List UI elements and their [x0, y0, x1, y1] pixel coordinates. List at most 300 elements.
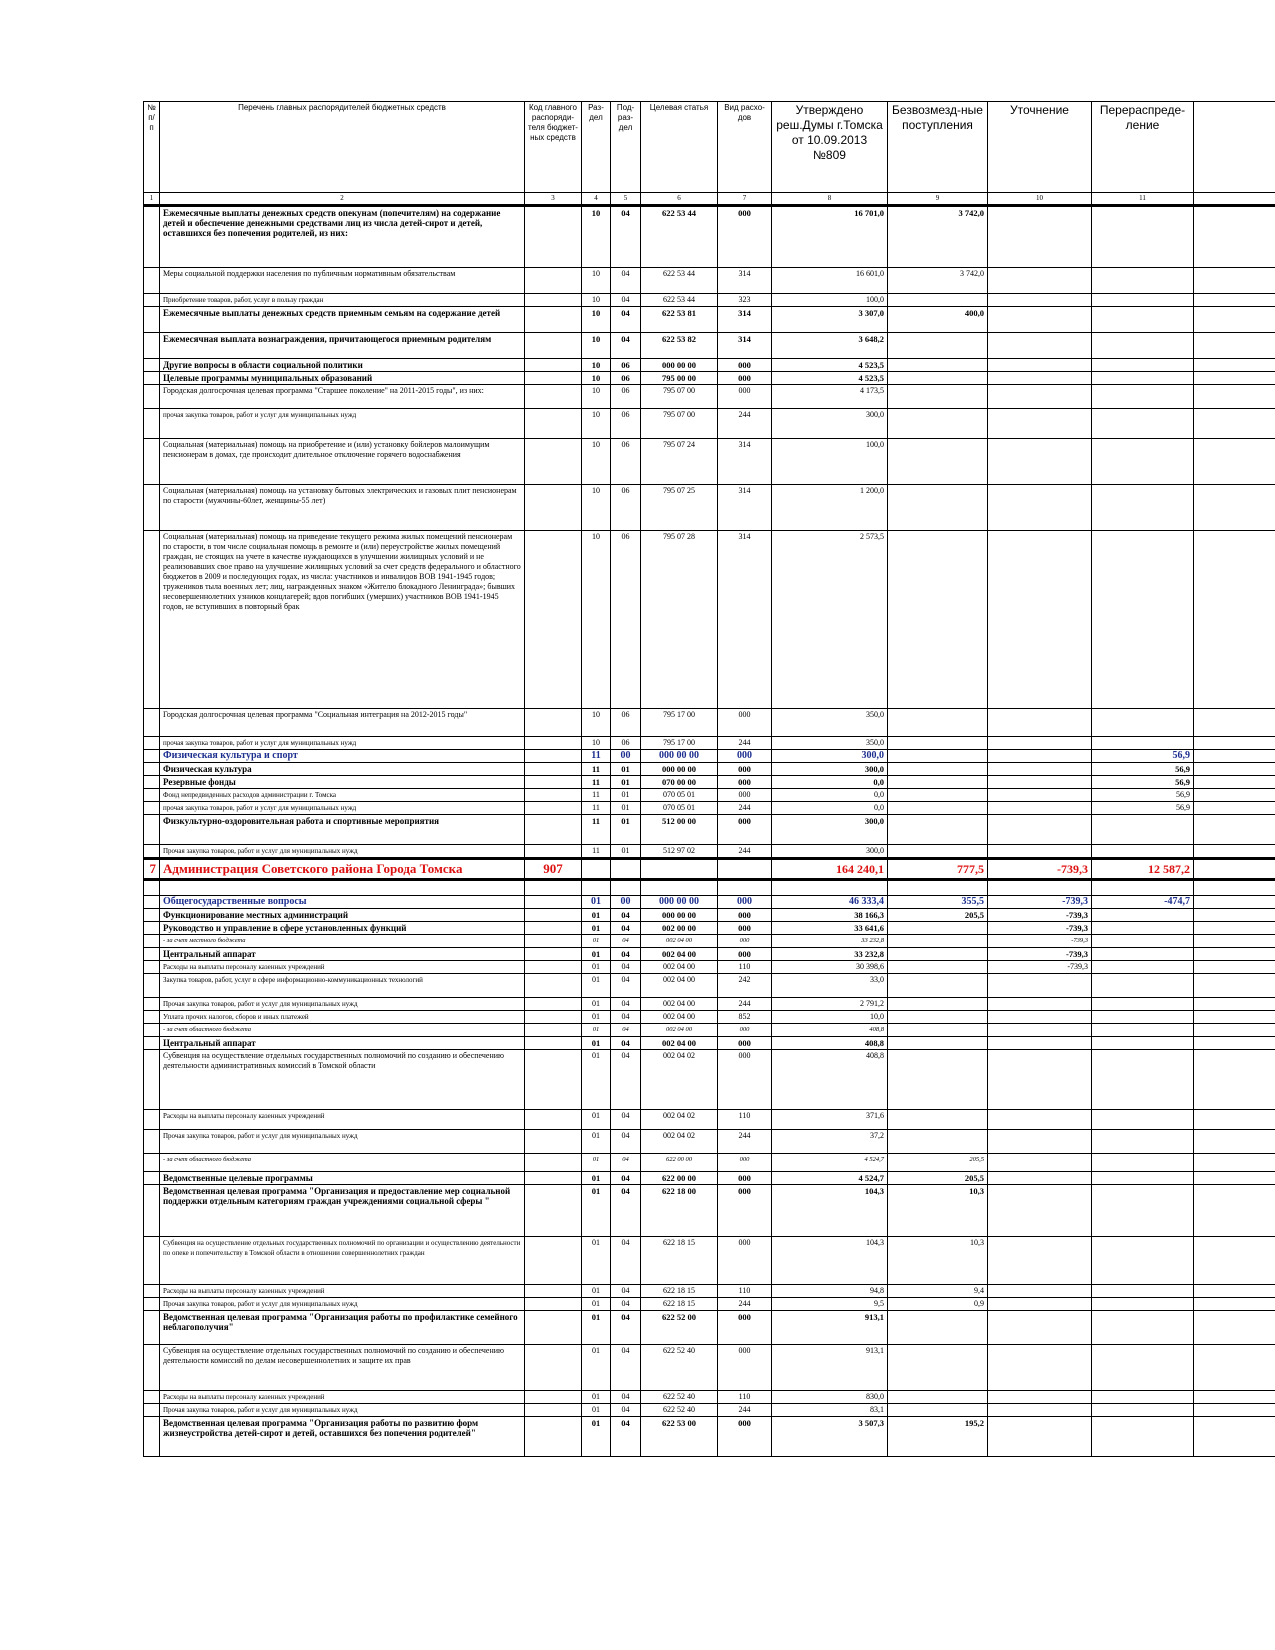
cell-podrazdel: 04 [611, 1237, 641, 1285]
cell-num [144, 268, 160, 294]
cell-num [144, 1050, 160, 1110]
cell-podrazdel: 04 [611, 1185, 641, 1237]
cell-name: Прочая закупка товаров, работ и услуг для муниципальных нужд [160, 1130, 525, 1154]
cell-podrazdel [611, 880, 641, 896]
cell-bezvozm [888, 776, 988, 789]
cell-podrazdel: 04 [611, 974, 641, 998]
cell-extra [1194, 1011, 1275, 1024]
cell-bezvozm [888, 750, 988, 763]
table-row [144, 1185, 1275, 1237]
table-row [144, 1050, 1275, 1110]
cell-utoch [988, 1110, 1092, 1130]
cell-vid: 314 [718, 307, 772, 333]
cell-num: 7 [144, 859, 160, 880]
budget-sheet [143, 101, 1275, 1457]
cell-utv: 9,5 [772, 1298, 888, 1311]
cell-code [525, 815, 582, 845]
cell-num [144, 439, 160, 485]
cell-bezvozm [888, 385, 988, 409]
cell-code [525, 763, 582, 776]
cell-code [525, 1345, 582, 1391]
cell-utoch [988, 1024, 1092, 1037]
cell-razdel: 11 [582, 763, 611, 776]
cell-name: Ведомственная целевая программа "Организация работы по развитию форм жизнеустройства детей-сирот и детей, оставшихся без попечения родителей" [160, 1417, 525, 1457]
cell-bezvozm [888, 815, 988, 845]
cell-utv: 408,8 [772, 1050, 888, 1110]
cell-utoch [988, 531, 1092, 709]
cell-num [144, 1037, 160, 1050]
cell-num [144, 1298, 160, 1311]
cell-utoch [988, 880, 1092, 896]
cell-name: Прочая закупка товаров, работ и услуг для муниципальных нужд [160, 845, 525, 859]
cell-razdel: 01 [582, 909, 611, 922]
table-row [144, 409, 1275, 439]
cell-name: Центральный аппарат [160, 1037, 525, 1050]
cell-num [144, 880, 160, 896]
cell-utv: 33 232,8 [772, 948, 888, 961]
cell-razdel: 11 [582, 776, 611, 789]
cell-utoch [988, 206, 1092, 268]
table-row [144, 948, 1275, 961]
cell-num [144, 1285, 160, 1298]
cell-utv: 408,8 [772, 1024, 888, 1037]
cell-pereraspr [1092, 294, 1194, 307]
cell-name: Общегосударственные вопросы [160, 896, 525, 909]
cell-vid: 000 [718, 1154, 772, 1172]
cell-celevaya: 795 17 00 [641, 709, 718, 737]
cell-extra [1194, 307, 1275, 333]
cell-num [144, 935, 160, 948]
cell-code [525, 935, 582, 948]
cell-code [525, 737, 582, 750]
cell-code [525, 531, 582, 709]
cell-utoch: -739,3 [988, 922, 1092, 935]
cell-podrazdel: 04 [611, 268, 641, 294]
cell-code [525, 1391, 582, 1404]
cell-pereraspr: 56,9 [1092, 802, 1194, 815]
cell-bezvozm: 3 742,0 [888, 206, 988, 268]
cell-name: Администрация Советского района Города Томска [160, 859, 525, 880]
cell-bezvozm [888, 974, 988, 998]
table-row [144, 439, 1275, 485]
cell-celevaya: 795 07 28 [641, 531, 718, 709]
cell-num [144, 789, 160, 802]
cell-vid: 244 [718, 998, 772, 1011]
cell-code [525, 974, 582, 998]
cell-pereraspr [1092, 709, 1194, 737]
table-row [144, 763, 1275, 776]
cell-utv: 104,3 [772, 1185, 888, 1237]
cell-code [525, 307, 582, 333]
cell-razdel: 01 [582, 1024, 611, 1037]
cell-num [144, 294, 160, 307]
cell-bezvozm: 9,4 [888, 1285, 988, 1298]
cell-vid: 000 [718, 815, 772, 845]
cell-vid: 000 [718, 372, 772, 385]
cell-name [160, 880, 525, 896]
cell-code [525, 1404, 582, 1417]
cell-vid: 000 [718, 896, 772, 909]
cell-utv: 10,0 [772, 1011, 888, 1024]
cell-num [144, 896, 160, 909]
colnum-1: 1 [144, 193, 160, 206]
cell-celevaya: 000 00 00 [641, 763, 718, 776]
cell-num [144, 776, 160, 789]
cell-podrazdel: 00 [611, 750, 641, 763]
cell-utv: 830,0 [772, 1391, 888, 1404]
cell-utv: 33,0 [772, 974, 888, 998]
cell-vid: 000 [718, 922, 772, 935]
cell-utv: 4 523,5 [772, 372, 888, 385]
cell-bezvozm: 205,5 [888, 909, 988, 922]
cell-vid: 244 [718, 802, 772, 815]
cell-utoch [988, 409, 1092, 439]
cell-celevaya: 512 00 00 [641, 815, 718, 845]
cell-extra [1194, 1285, 1275, 1298]
cell-extra [1194, 1185, 1275, 1237]
cell-utoch: -739,3 [988, 935, 1092, 948]
cell-utv: 371,6 [772, 1110, 888, 1130]
cell-bezvozm [888, 333, 988, 359]
cell-utv: 33 641,6 [772, 922, 888, 935]
cell-utv: 38 166,3 [772, 909, 888, 922]
cell-utoch: -739,3 [988, 948, 1092, 961]
cell-vid: 000 [718, 1172, 772, 1185]
cell-bezvozm: 205,5 [888, 1172, 988, 1185]
cell-celevaya: 622 52 40 [641, 1404, 718, 1417]
cell-extra [1194, 961, 1275, 974]
table-row [144, 1285, 1275, 1298]
cell-celevaya [641, 880, 718, 896]
cell-extra [1194, 802, 1275, 815]
cell-celevaya: 622 53 82 [641, 333, 718, 359]
cell-razdel: 01 [582, 922, 611, 935]
cell-vid: 000 [718, 1345, 772, 1391]
cell-pereraspr [1092, 385, 1194, 409]
cell-vid [718, 859, 772, 880]
cell-vid: 000 [718, 1311, 772, 1345]
colnum-2: 2 [160, 193, 525, 206]
cell-razdel: 01 [582, 1237, 611, 1285]
cell-bezvozm [888, 1391, 988, 1404]
cell-name: Центральный аппарат [160, 948, 525, 961]
cell-extra [1194, 1130, 1275, 1154]
cell-extra [1194, 1404, 1275, 1417]
cell-num [144, 333, 160, 359]
cell-extra [1194, 531, 1275, 709]
cell-name: Прочая закупка товаров, работ и услуг для муниципальных нужд [160, 1404, 525, 1417]
cell-name: Прочая закупка товаров, работ и услуг для муниципальных нужд [160, 998, 525, 1011]
cell-pereraspr [1092, 737, 1194, 750]
header-row [144, 102, 1275, 193]
cell-razdel [582, 859, 611, 880]
cell-extra [1194, 880, 1275, 896]
cell-num [144, 206, 160, 268]
cell-pereraspr [1092, 880, 1194, 896]
cell-utv: 100,0 [772, 439, 888, 485]
table-row [144, 1237, 1275, 1285]
cell-celevaya: 000 00 00 [641, 896, 718, 909]
cell-name: Ежемесячные выплаты денежных средств опекунам (попечителям) на содержание детей и обеспечение денежными средствами лиц из числа детей-сирот и детей, оставшихся без попечения родителей, из них: [160, 206, 525, 268]
cell-podrazdel: 01 [611, 776, 641, 789]
cell-code [525, 385, 582, 409]
cell-code [525, 1024, 582, 1037]
cell-bezvozm [888, 763, 988, 776]
cell-podrazdel: 04 [611, 1050, 641, 1110]
table-row [144, 815, 1275, 845]
cell-utv: 94,8 [772, 1285, 888, 1298]
cell-extra [1194, 409, 1275, 439]
cell-pereraspr: -474,7 [1092, 896, 1194, 909]
cell-pereraspr [1092, 439, 1194, 485]
cell-utoch [988, 763, 1092, 776]
cell-utoch [988, 372, 1092, 385]
cell-celevaya: 622 00 00 [641, 1172, 718, 1185]
table-row [144, 802, 1275, 815]
cell-extra [1194, 750, 1275, 763]
cell-name: Руководство и управление в сфере установленных функций [160, 922, 525, 935]
cell-vid: 110 [718, 1391, 772, 1404]
cell-celevaya: 622 18 15 [641, 1298, 718, 1311]
cell-name: Ведомственные целевые программы [160, 1172, 525, 1185]
cell-code [525, 333, 582, 359]
cell-celevaya: 622 18 15 [641, 1237, 718, 1285]
cell-name: Физическая культура [160, 763, 525, 776]
cell-code [525, 1237, 582, 1285]
table-row [144, 294, 1275, 307]
cell-celevaya [641, 859, 718, 880]
cell-celevaya: 622 53 44 [641, 206, 718, 268]
header-utv: Утверждено реш.Думы г.Томска от 10.09.2013 №809 [772, 102, 888, 193]
cell-vid: 000 [718, 1237, 772, 1285]
cell-celevaya: 070 05 01 [641, 789, 718, 802]
cell-podrazdel: 04 [611, 1404, 641, 1417]
cell-celevaya: 622 18 15 [641, 1285, 718, 1298]
cell-celevaya: 795 07 25 [641, 485, 718, 531]
cell-vid: 000 [718, 709, 772, 737]
cell-utv: 3 507,3 [772, 1417, 888, 1457]
cell-celevaya: 622 53 44 [641, 268, 718, 294]
cell-code [525, 409, 582, 439]
cell-utoch [988, 1345, 1092, 1391]
table-row [144, 974, 1275, 998]
cell-code [525, 359, 582, 372]
cell-name: Закупка товаров, работ, услуг в сфере информационно-коммуникационных технологий [160, 974, 525, 998]
cell-code [525, 439, 582, 485]
cell-extra [1194, 1311, 1275, 1345]
cell-name: Субвенция на осуществление отдельных государственных полномочий по организации и осуществлению деятельности по опеке и попечительству в Томской области в отношении совершеннолетних граждан [160, 1237, 525, 1285]
header-pereraspr: Перераспреде-ление [1092, 102, 1194, 193]
cell-name: Функционирование местных администраций [160, 909, 525, 922]
cell-utoch [988, 333, 1092, 359]
cell-num [144, 372, 160, 385]
cell-utv: 4 524,7 [772, 1172, 888, 1185]
cell-name: - за счет местного бюджета [160, 935, 525, 948]
cell-razdel: 11 [582, 789, 611, 802]
cell-name: прочая закупка товаров, работ и услуг для муниципальных нужд [160, 737, 525, 750]
cell-podrazdel: 04 [611, 922, 641, 935]
cell-code [525, 709, 582, 737]
cell-bezvozm: 10,3 [888, 1237, 988, 1285]
cell-utv: 300,0 [772, 763, 888, 776]
cell-razdel: 10 [582, 485, 611, 531]
cell-extra [1194, 845, 1275, 859]
cell-bezvozm: 10,3 [888, 1185, 988, 1237]
cell-pereraspr: 56,9 [1092, 776, 1194, 789]
cell-name: прочая закупка товаров, работ и услуг для муниципальных нужд [160, 802, 525, 815]
cell-num [144, 815, 160, 845]
cell-celevaya: 622 52 40 [641, 1391, 718, 1404]
cell-num [144, 948, 160, 961]
cell-bezvozm [888, 709, 988, 737]
cell-num [144, 531, 160, 709]
cell-num [144, 763, 160, 776]
colnum-11: 11 [1092, 193, 1194, 206]
cell-utoch [988, 845, 1092, 859]
cell-celevaya: 000 00 00 [641, 909, 718, 922]
cell-bezvozm: 400,0 [888, 307, 988, 333]
cell-podrazdel: 04 [611, 1298, 641, 1311]
cell-podrazdel: 04 [611, 1391, 641, 1404]
cell-utoch [988, 485, 1092, 531]
cell-utv: 408,8 [772, 1037, 888, 1050]
header-extra [1194, 102, 1275, 193]
cell-extra [1194, 859, 1275, 880]
cell-celevaya: 002 04 00 [641, 974, 718, 998]
cell-code [525, 1285, 582, 1298]
cell-utv: 350,0 [772, 709, 888, 737]
colnum-6: 6 [641, 193, 718, 206]
colnum-8: 8 [772, 193, 888, 206]
cell-extra [1194, 737, 1275, 750]
cell-extra [1194, 1050, 1275, 1110]
cell-pereraspr [1092, 1110, 1194, 1130]
cell-razdel: 01 [582, 948, 611, 961]
header-razdel: Раз-дел [582, 102, 611, 193]
cell-celevaya: 622 53 44 [641, 294, 718, 307]
cell-pereraspr [1092, 961, 1194, 974]
cell-bezvozm [888, 1311, 988, 1345]
cell-razdel: 10 [582, 294, 611, 307]
cell-pereraspr [1092, 1285, 1194, 1298]
cell-extra [1194, 333, 1275, 359]
cell-podrazdel: 04 [611, 1154, 641, 1172]
cell-extra [1194, 1237, 1275, 1285]
cell-extra [1194, 1024, 1275, 1037]
table-row [144, 935, 1275, 948]
cell-name: Физкультурно-оздоровительная работа и спортивные мероприятия [160, 815, 525, 845]
colnum-12 [1194, 193, 1275, 206]
table-row [144, 859, 1275, 880]
table-row [144, 1130, 1275, 1154]
cell-pereraspr [1092, 485, 1194, 531]
budget-table [143, 101, 1275, 1457]
table-row [144, 1417, 1275, 1457]
cell-podrazdel: 06 [611, 709, 641, 737]
cell-podrazdel: 04 [611, 909, 641, 922]
cell-pereraspr: 12 587,2 [1092, 859, 1194, 880]
header-num: № п/п [144, 102, 160, 193]
cell-num [144, 1345, 160, 1391]
cell-razdel: 11 [582, 845, 611, 859]
cell-vid: 000 [718, 750, 772, 763]
cell-code [525, 1185, 582, 1237]
cell-razdel: 10 [582, 531, 611, 709]
cell-celevaya: 000 00 00 [641, 750, 718, 763]
cell-bezvozm [888, 409, 988, 439]
cell-extra [1194, 294, 1275, 307]
cell-utv: 4 524,7 [772, 1154, 888, 1172]
table-row [144, 531, 1275, 709]
cell-extra [1194, 1110, 1275, 1130]
cell-vid: 000 [718, 789, 772, 802]
table-body [144, 206, 1275, 1457]
cell-name: Резервные фонды [160, 776, 525, 789]
cell-celevaya: 795 00 00 [641, 372, 718, 385]
cell-bezvozm: 355,5 [888, 896, 988, 909]
table-row [144, 359, 1275, 372]
cell-extra [1194, 974, 1275, 998]
cell-extra [1194, 359, 1275, 372]
cell-extra [1194, 1391, 1275, 1404]
colnum-4: 4 [582, 193, 611, 206]
cell-pereraspr [1092, 1311, 1194, 1345]
cell-utv: 913,1 [772, 1345, 888, 1391]
cell-utoch [988, 439, 1092, 485]
cell-razdel: 01 [582, 1130, 611, 1154]
cell-pereraspr [1092, 845, 1194, 859]
cell-code [525, 922, 582, 935]
cell-podrazdel: 04 [611, 1417, 641, 1457]
cell-num [144, 909, 160, 922]
cell-utoch [988, 1391, 1092, 1404]
cell-vid: 000 [718, 1024, 772, 1037]
table-row [144, 750, 1275, 763]
cell-num [144, 1110, 160, 1130]
header-podrazdel: Под-раз-дел [611, 102, 641, 193]
cell-code [525, 294, 582, 307]
table-row [144, 1345, 1275, 1391]
cell-utv: 3 307,0 [772, 307, 888, 333]
cell-extra [1194, 1417, 1275, 1457]
cell-extra [1194, 789, 1275, 802]
cell-vid: 242 [718, 974, 772, 998]
cell-podrazdel: 06 [611, 485, 641, 531]
table-row [144, 998, 1275, 1011]
cell-utoch [988, 815, 1092, 845]
cell-vid: 000 [718, 206, 772, 268]
cell-bezvozm [888, 737, 988, 750]
cell-extra [1194, 439, 1275, 485]
cell-num [144, 1011, 160, 1024]
cell-pereraspr: 56,9 [1092, 763, 1194, 776]
cell-razdel: 01 [582, 1172, 611, 1185]
cell-utoch [988, 268, 1092, 294]
cell-utv: 16 601,0 [772, 268, 888, 294]
cell-bezvozm [888, 880, 988, 896]
cell-code [525, 909, 582, 922]
colnum-5: 5 [611, 193, 641, 206]
cell-vid: 000 [718, 1185, 772, 1237]
cell-code [525, 1130, 582, 1154]
table-row [144, 268, 1275, 294]
cell-utv: 2 573,5 [772, 531, 888, 709]
cell-num [144, 1185, 160, 1237]
cell-extra [1194, 935, 1275, 948]
table-row [144, 709, 1275, 737]
cell-name: Городская долгосрочная целевая программа "Старшее поколение" на 2011-2015 годы", из них: [160, 385, 525, 409]
cell-name: Ведомственная целевая программа "Организация работы по профилактике семейного неблагополучия" [160, 1311, 525, 1345]
